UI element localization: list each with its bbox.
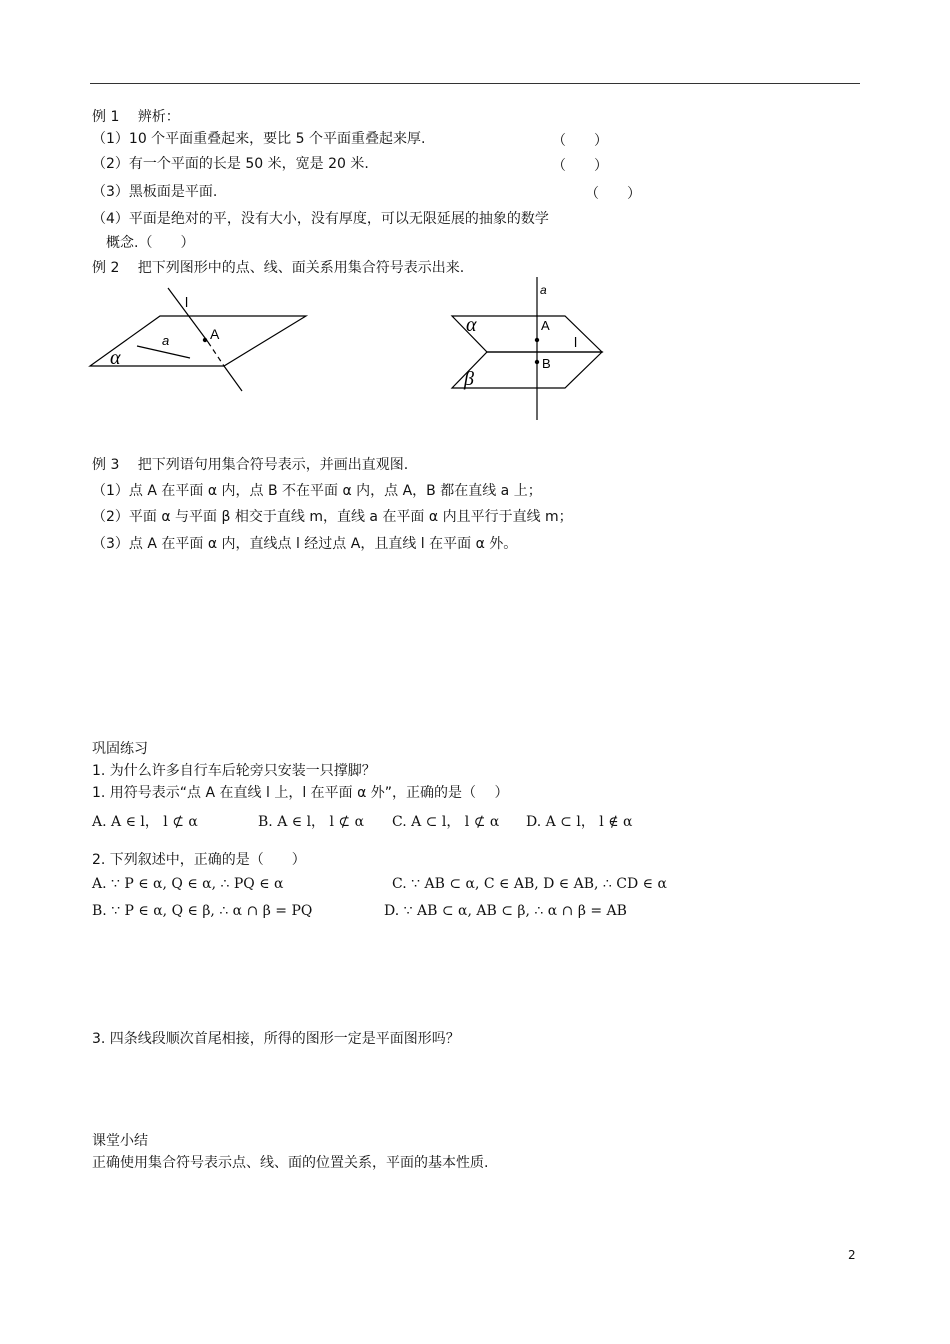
summary-text: 正确使用集合符号表示点、线、面的位置关系，平面的基本性质. bbox=[92, 1155, 489, 1171]
ex1-q4a: （4）平面是绝对的平，没有大小，没有厚度，可以无限延展的抽象的数学 bbox=[92, 211, 549, 227]
label-B2: B bbox=[542, 356, 551, 371]
p2-option-c: C. ∵ AB ⊂ α, C ∈ AB, D ∈ AB, ∴ CD ∈ α bbox=[392, 876, 667, 892]
ex3-s1: （1）点 A 在平面 α 内，点 B 不在平面 α 内，点 A，B 都在直线 a 上； bbox=[92, 483, 542, 499]
point-A bbox=[203, 338, 207, 342]
point-B2 bbox=[535, 360, 539, 364]
ex3-title: 例 3 把下列语句用集合符号表示，并画出直观图. bbox=[92, 457, 409, 473]
label-a: a bbox=[162, 333, 170, 348]
label-l2: l bbox=[574, 334, 578, 350]
practice-p1: 1. 用符号表示“点 A 在直线 l 上，l 在平面 α 外”，正确的是（ ） bbox=[92, 785, 509, 801]
label-a2: a bbox=[540, 283, 547, 297]
point-A2 bbox=[535, 338, 539, 342]
practice-p2: 2. 下列叙述中，正确的是（ ） bbox=[92, 852, 306, 868]
ex1-q1: （1）10 个平面重叠起来，要比 5 个平面重叠起来厚. bbox=[92, 131, 426, 147]
ex3-s3: （3）点 A 在平面 α 内，直线点 l 经过点 A，且直线 l 在平面 α 外。 bbox=[92, 536, 518, 552]
label-alpha: α bbox=[110, 347, 121, 369]
ex1-q4b: 概念.（ ） bbox=[106, 235, 195, 251]
p1-option-c: C. A ⊂ l， l ⊄ α bbox=[392, 814, 500, 830]
summary-heading: 课堂小结 bbox=[92, 1133, 148, 1149]
ex1-q3: （3）黑板面是平面. bbox=[92, 184, 218, 200]
practice-p0: 1. 为什么许多自行车后轮旁只安装一只撑脚？ bbox=[92, 763, 376, 779]
label-beta: β bbox=[464, 368, 474, 390]
ex1-q2-paren: （ ） bbox=[552, 158, 608, 174]
plane-beta-shape bbox=[452, 352, 602, 388]
p1-option-a: A. A ∈ l， l ⊄ α bbox=[92, 814, 198, 830]
p2-option-b: B. ∵ P ∈ α, Q ∈ β, ∴ α ∩ β = PQ bbox=[92, 903, 313, 919]
ex1-title: 例 1 辨析： bbox=[92, 109, 180, 125]
label-A: A bbox=[210, 326, 220, 342]
ex1-q1-paren: （ ） bbox=[552, 133, 608, 149]
line-l-hidden bbox=[208, 342, 224, 366]
practice-heading: 巩固练习 bbox=[92, 741, 148, 757]
label-alpha2: α bbox=[466, 314, 477, 336]
line-l-lower bbox=[224, 366, 242, 391]
plane-alpha-shape bbox=[90, 316, 306, 366]
p2-option-a: A. ∵ P ∈ α, Q ∈ α, ∴ PQ ∈ α bbox=[92, 876, 284, 892]
ex1-q3-paren: （ ） bbox=[585, 186, 641, 202]
label-l: l bbox=[185, 294, 189, 310]
p1-option-b: B. A ∈ l， l ⊄ α bbox=[258, 814, 365, 830]
label-A2: A bbox=[541, 318, 550, 333]
practice-p3: 3. 四条线段顺次首尾相接，所得的图形一定是平面图形吗？ bbox=[92, 1031, 460, 1047]
page-number: 2 bbox=[848, 1248, 856, 1262]
ex3-s2: （2）平面 α 与平面 β 相交于直线 m，直线 a 在平面 α 内且平行于直线 m； bbox=[92, 509, 573, 525]
ex1-q2: （2）有一个平面的长是 50 米，宽是 20 米. bbox=[92, 156, 369, 172]
ex2-title: 例 2 把下列图形中的点、线、面关系用集合符号表示出来. bbox=[92, 260, 465, 276]
p1-option-d: D. A ⊂ l， l ∉ α bbox=[526, 814, 633, 830]
p2-option-d: D. ∵ AB ⊂ α, AB ⊂ β, ∴ α ∩ β = AB bbox=[384, 903, 627, 919]
